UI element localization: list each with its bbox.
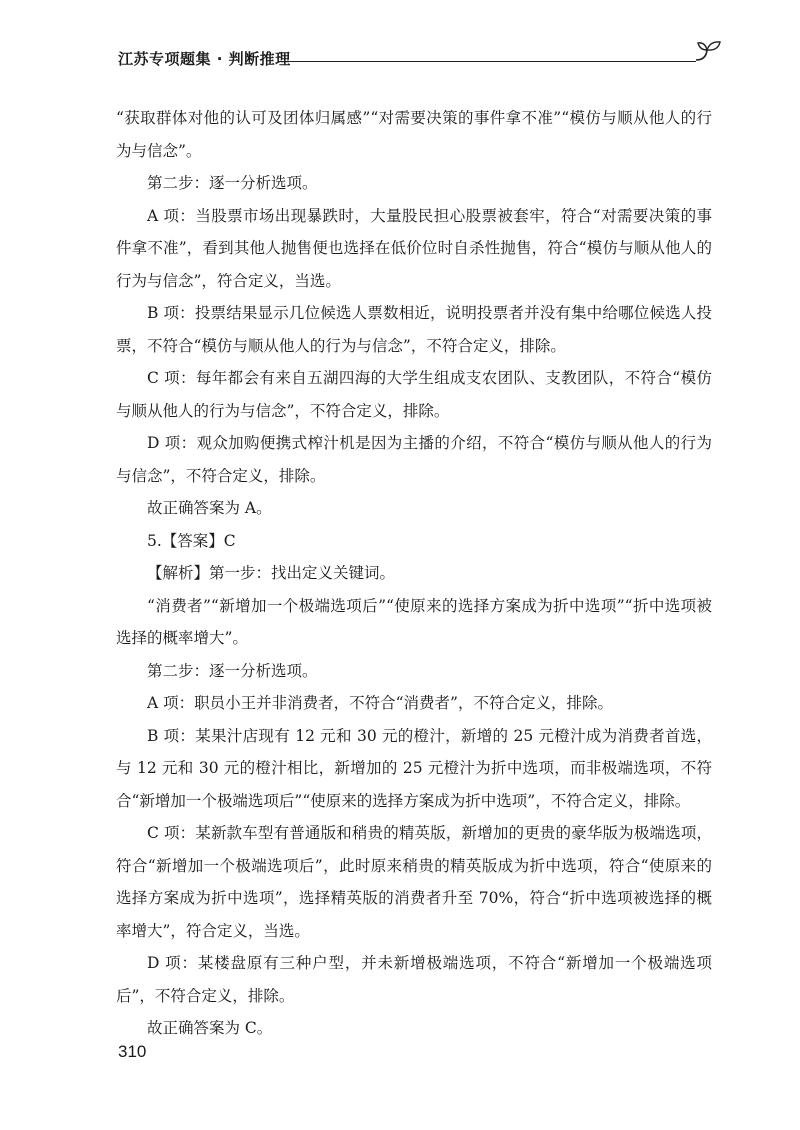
header-rule bbox=[278, 61, 696, 62]
answer-heading: 5.【答案】C bbox=[147, 531, 236, 550]
paragraph: 第二步：逐一分析选项。 bbox=[147, 174, 318, 192]
paragraph: A 项：职员小王并非消费者，不符合“消费者”，不符合定义，排除。 bbox=[147, 694, 613, 712]
sprout-icon bbox=[690, 38, 724, 66]
paragraph: C 项：某新款车型有普通版和稍贵的精英版，新增加的更贵的豪华版为极端选项，符合“新增加一个极端选项后”，此时原来稍贵的精英版成为折中选项，符合“使原来的选择方案成为折中选项”，选择精英版的消费者升至 70%，符合“折中选项被选择的概率增大”，符合定义，当选。 bbox=[116, 824, 712, 940]
paragraph: “获取群体对他的认可及团体归属感”“对需要决策的事件拿不准”“模仿与顺从他人的行为与信念”。 bbox=[116, 109, 712, 160]
running-header bbox=[118, 42, 728, 72]
paragraph: A 项：当股票市场出现暴跌时，大量股民担心股票被套牢，符合“对需要决策的事件拿不准”，看到其他人抛售便也选择在低价位时自杀性抛售，符合“模仿与顺从他人的行为与信念”，符合定义，当选。 bbox=[116, 206, 712, 290]
answer-conclusion: 故正确答案为 C。 bbox=[147, 1019, 273, 1037]
paragraph: “消费者”“新增加一个极端选项后”“使原来的选择方案成为折中选项”“折中选项被选择的概率增大”。 bbox=[116, 596, 712, 647]
paragraph: D 项：某楼盘原有三种户型，并未新增极端选项，不符合“新增加一个极端选项后”，不符合定义，排除。 bbox=[116, 954, 712, 1005]
paragraph: 第二步：逐一分析选项。 bbox=[147, 661, 318, 680]
paragraph: D 项：观众加购便携式榨汁机是因为主播的介绍，不符合“模仿与顺从他人的行为与信念”，不符合定义，排除。 bbox=[116, 434, 712, 485]
page-number: 310 bbox=[118, 1042, 147, 1061]
paragraph: B 项：某果汁店现有 12 元和 30 元的橙汁，新增的 25 元橙汁成为消费者首选，与 12 元和 30 元的橙汁相比，新增加的 25 元橙汁为折中选项，而非极端选项，不符合“新增加一个极端选项后”“使原来的选择方案成为折中选项”，不符合定义，排除。 bbox=[116, 726, 712, 810]
analysis-heading: 【解析】第一步：找出定义关键词。 bbox=[147, 564, 396, 582]
paragraph: C 项：每年都会有来自五湖四海的大学生组成支农团队、支教团队，不符合“模仿与顺从他人的行为与信念”，不符合定义，排除。 bbox=[116, 369, 712, 420]
paragraph: B 项：投票结果显示几位候选人票数相近，说明投票者并没有集中给哪位候选人投票，不符合“模仿与顺从他人的行为与信念”，不符合定义，排除。 bbox=[116, 304, 712, 355]
main-content bbox=[116, 102, 712, 1045]
answer-conclusion: 故正确答案为 A。 bbox=[147, 499, 272, 517]
header-title: 江苏专项题集 · 判断推理 bbox=[118, 50, 291, 68]
